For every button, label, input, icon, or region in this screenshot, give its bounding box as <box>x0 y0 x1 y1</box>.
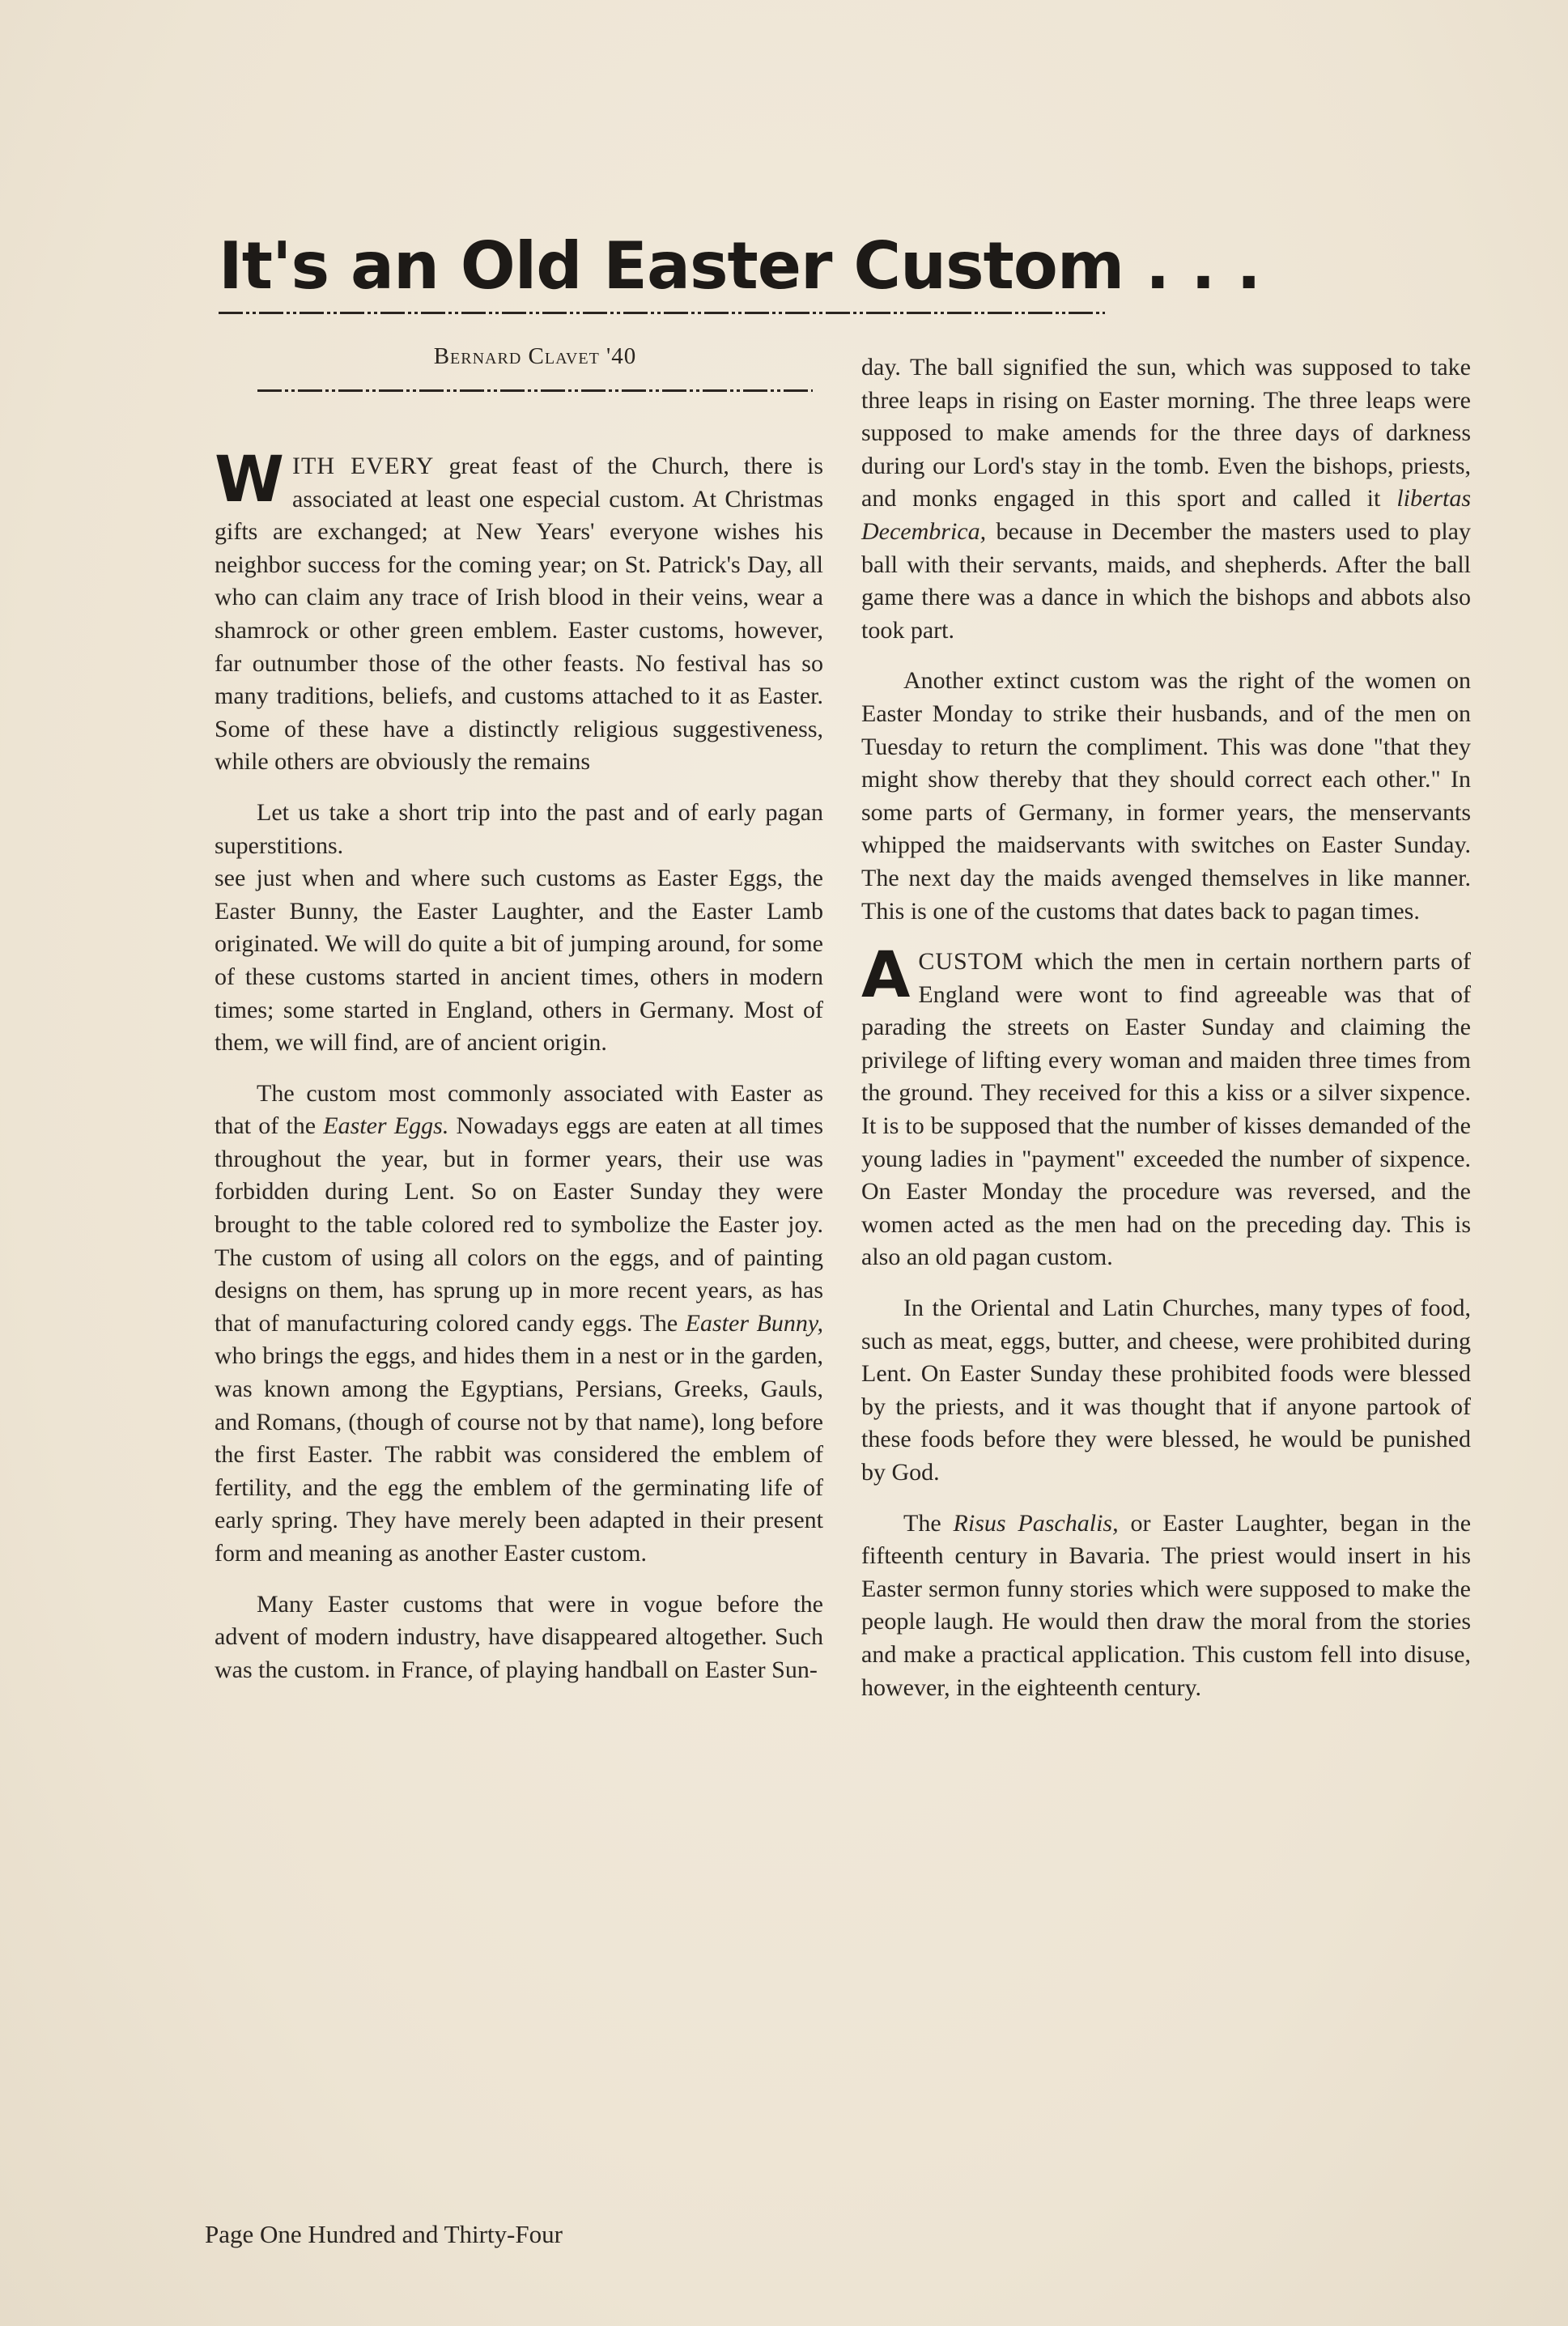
paragraph-text: The <box>903 1509 954 1537</box>
right-column <box>861 351 1471 1722</box>
paragraph-text: Nowadays eggs are eaten at all times throughout the year, but in former years, their use was forbidden during Lent. So on Easter Sunday they were brought to the table colored red to symbolize the Easter joy. The custom of using all colors on the eggs, and of painting designs on them, has sprung up in more recent years, as has that of manufacturing colored candy eggs. The <box>215 1112 823 1337</box>
lead-in-words: ITH EVERY <box>292 453 435 479</box>
paragraph-trip: Let us take a short trip into the past and of early pagan superstitions. <box>215 798 823 859</box>
page-number-footer: Page One Hundred and Thirty-Four <box>205 2220 563 2248</box>
paragraph-easter-eggs <box>215 1078 823 1571</box>
lead-in-words: CUSTOM <box>918 948 1024 976</box>
paragraph-extinct-custom: Another extinct custom was the right of the women on Easter Monday to strike their husbands, and of the men on Tuesday to return the compliment. This was done "that they might show thereby that they should correct each other." In some parts of Germany, in former years, the menservants whipped the maidservants with switches on Easter Sunday. The next day the maids avenged themselves in like manner. This is one of the customs that dates back to pagan times. <box>861 667 1471 925</box>
paragraph-text: day. The ball signified the sun, which was supposed to take three leaps in rising on Easter morning. The three leaps were supposed to make amends for the three days of darkness during our Lord's stay in the tomb. Even the bishops, priests, and monks engaged in this sport and called it <box>861 354 1471 512</box>
article-byline: Bernard Clavet '40 <box>433 343 637 369</box>
emphasis-risus-paschalis: Risus Paschalis, <box>953 1509 1119 1537</box>
paragraph-text: because in December the masters used to play ball with their servants, maids, and shepherds. After the ball game there was a dance in which the bishops and abbots also took part. <box>861 517 1471 644</box>
title-ornamental-rule <box>219 309 1105 317</box>
drop-cap-w: W <box>215 444 285 517</box>
paragraph-text: which the men in certain northern parts of England were wont to find agreeable was that of parading the streets on Easter Sunday and claiming the privilege of lifting every woman and maiden three times from the ground. They received for this a kiss or a silver sixpence. It is to be supposed that the number of kisses demanded of the young ladies in "payment" exceeded the number of sixpence. On Easter Monday the procedure was reversed, and the women acted as the men had on the preceding day. This is also an old pagan custom. <box>861 948 1471 1271</box>
left-column <box>215 444 823 1704</box>
byline-ornamental-rule <box>257 387 813 395</box>
paragraph-text: great feast of the Church, there is associated at least one especial custom. At Christmas gifts are exchanged; at New Years' everyone wishes his neighbor success for the coming year; on St. Patrick's Day, all who can claim any trace of Irish blood in their veins, wear a shamrock or other green emblem. Easter customs, however, far outnumber those of the other feasts. No festival has so many traditions, beliefs, and customs attached to it as Easter. Some of these have a distinctly religious suggestiveness, while others are obviously the remains <box>215 453 823 776</box>
paragraph-ball-sun <box>861 351 1471 647</box>
emphasis-easter-bunny: Easter Bunny, <box>685 1309 823 1337</box>
drop-cap-a: A <box>861 939 911 1013</box>
article-title: It's an Old Easter Custom . . . <box>219 228 1260 304</box>
paragraph-text: who brings the eggs, and hides them in a nest or in the garden, was known among the Egyptians, Persians, Greeks, Gauls, and Romans, (though of course not by that name), long before the first Easter. The rabbit was considered the emblem of fertility, and the egg the emblem of the germinating life of early spring. They have merely been adapted in their present form and meaning as another Easter custom. <box>215 1342 823 1567</box>
paragraph-trip-continued: see just when and where such customs as Easter Eggs, the Easter Bunny, the Easter Laughter, and the Easter Lamb originated. We will do quite a bit of jumping around, for some of these customs started in ancient times, others in modern times; some started in England, others in Germany. Most of them, we will find, are of ancient origin. <box>215 865 823 1057</box>
paragraph-risus-paschalis <box>861 1507 1471 1705</box>
emphasis-easter-eggs: Easter Eggs. <box>323 1112 449 1140</box>
emphasis-libertas: libertas Decembrica, <box>861 485 1471 545</box>
paragraph-text: The custom most commonly associated with Easter as that of the <box>215 1079 823 1140</box>
paragraph-text: or Easter Laughter, began in the fifteenth century in Bavaria. The priest would insert in his Easter sermon funny stories which were supposed to make the people laugh. He would then draw the moral from the stories and make a practical application. This custom fell into disuse, however, in the eighteenth century. <box>861 1509 1472 1701</box>
paragraph-handball: Many Easter customs that were in vogue before the advent of modern industry, have disappeared altogether. Such was the custom. in France, of playing handball on Easter Sun- <box>215 1590 823 1683</box>
paragraph-intro <box>215 444 823 779</box>
paragraph-lifting-custom <box>861 939 1471 1274</box>
paragraph-oriental-churches: In the Oriental and Latin Churches, many types of food, such as meat, eggs, butter, and cheese, were prohibited during Lent. On Easter Sunday these prohibited foods were blessed by the priests, and it was thought that if anyone partook of these foods before they were blessed, he would be punished by God. <box>861 1295 1471 1486</box>
